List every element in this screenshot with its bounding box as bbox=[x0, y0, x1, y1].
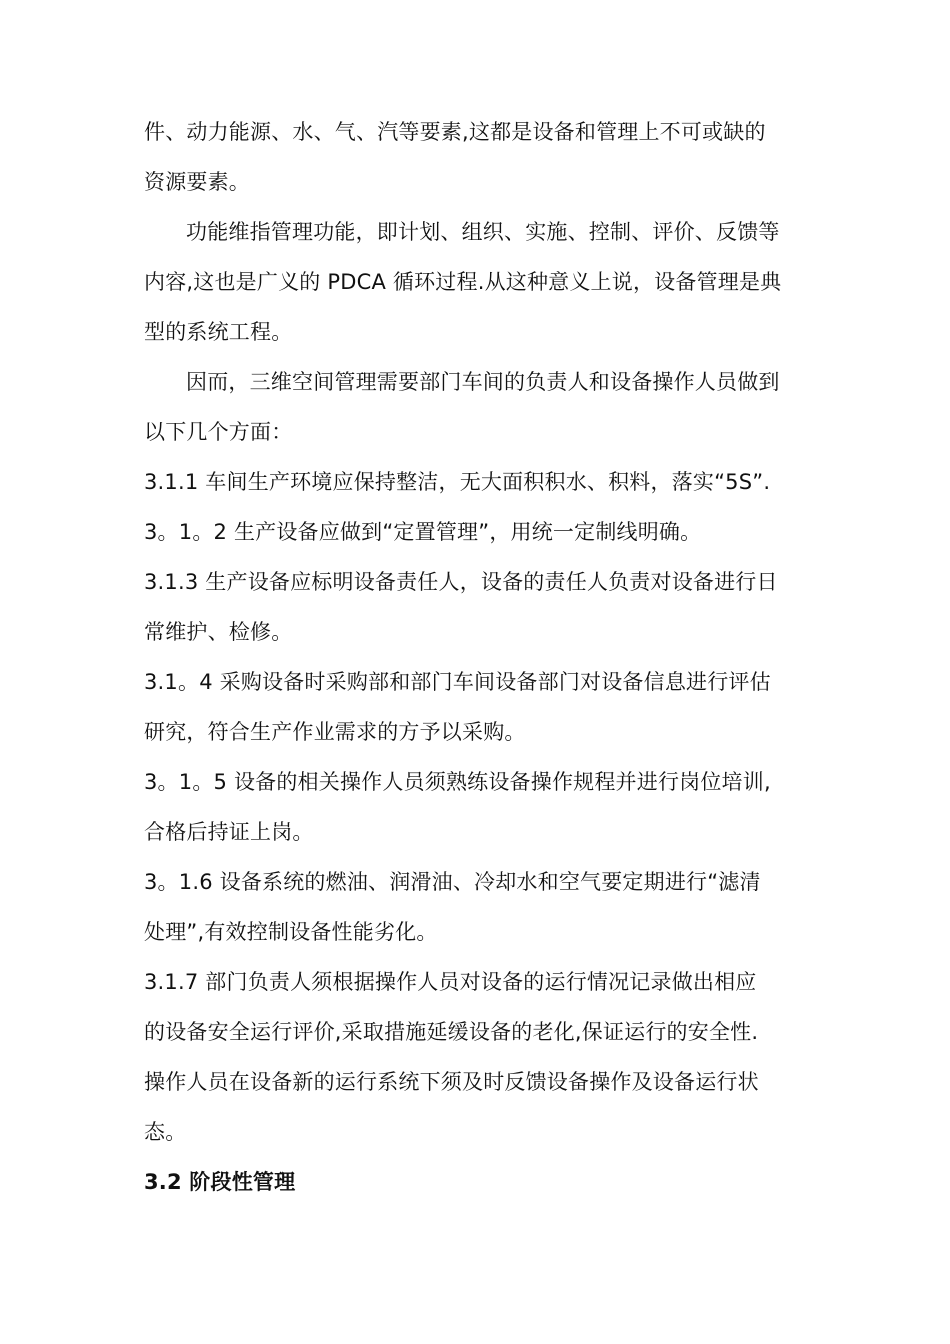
list-item-3-1-7: 3.1.7 部门负责人须根据操作人员对设备的运行情况记录做出相应 bbox=[144, 970, 757, 994]
paragraph-first-line: 功能维指管理功能，即计划、组织、实施、控制、评价、反馈等 bbox=[186, 220, 780, 244]
list-item-3-1-1: 3.1.1 车间生产环境应保持整洁，无大面积积水、积料，落实“5S”. bbox=[144, 470, 771, 494]
body-line: 件、动力能源、水、气、汽等要素,这都是设备和管理上不可或缺的 bbox=[144, 120, 766, 144]
body-line: 型的系统工程。 bbox=[144, 320, 293, 344]
paragraph-first-line: 因而，三维空间管理需要部门车间的负责人和设备操作人员做到 bbox=[186, 370, 780, 394]
list-item-3-1-2: 3。1。2 生产设备应做到“定置管理”，用统一定制线明确。 bbox=[144, 520, 702, 544]
list-item-continuation: 常维护、检修。 bbox=[144, 620, 293, 644]
body-line: 内容,这也是广义的 PDCA 循环过程.从这种意义上说，设备管理是典 bbox=[144, 270, 782, 294]
list-item-continuation: 的设备安全运行评价,采取措施延缓设备的老化,保证运行的安全性. bbox=[144, 1020, 759, 1044]
body-line: 以下几个方面： bbox=[144, 420, 293, 444]
list-item-continuation: 操作人员在设备新的运行系统下须及时反馈设备操作及设备运行状 bbox=[144, 1070, 759, 1094]
list-item-continuation: 处理”,有效控制设备性能劣化。 bbox=[144, 920, 438, 944]
body-line: 资源要素。 bbox=[144, 170, 250, 194]
list-item-continuation: 态。 bbox=[144, 1120, 187, 1144]
list-item-3-1-4: 3.1。4 采购设备时采购部和部门车间设备部门对设备信息进行评估 bbox=[144, 670, 771, 694]
list-item-3-1-6: 3。1.6 设备系统的燃油、润滑油、冷却水和空气要定期进行“滤清 bbox=[144, 870, 761, 894]
list-item-continuation: 研究，符合生产作业需求的方予以采购。 bbox=[144, 720, 526, 744]
list-item-3-1-5: 3。1。5 设备的相关操作人员须熟练设备操作规程并进行岗位培训, bbox=[144, 770, 771, 794]
list-item-3-1-3: 3.1.3 生产设备应标明设备责任人，设备的责任人负责对设备进行日 bbox=[144, 570, 778, 594]
list-item-continuation: 合格后持证上岗。 bbox=[144, 820, 314, 844]
section-heading: 3.2 阶段性管理 bbox=[144, 1170, 296, 1194]
